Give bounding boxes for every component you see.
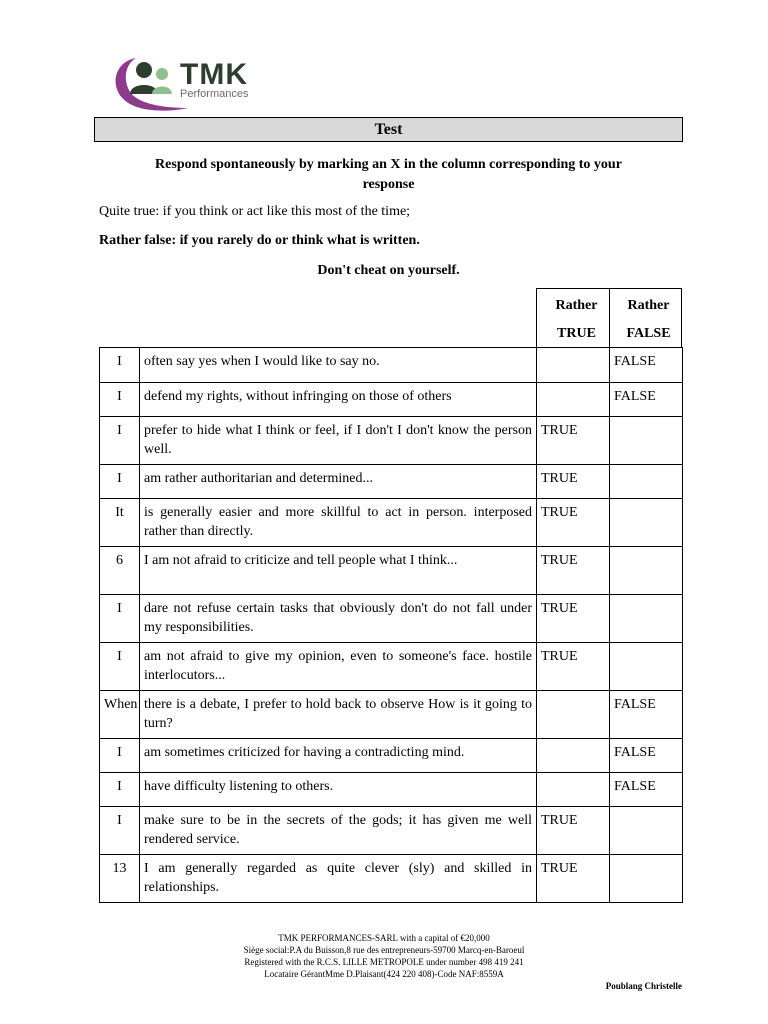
answer-true-cell[interactable]: TRUE xyxy=(537,643,610,691)
row-number: It xyxy=(100,499,140,547)
answer-false-cell[interactable]: FALSE xyxy=(610,348,683,383)
row-number: 13 xyxy=(100,855,140,903)
table-row xyxy=(100,595,683,643)
answer-false-cell[interactable] xyxy=(610,417,683,465)
statement-text: am sometimes criticized for having a contradicting mind. xyxy=(140,739,537,773)
answer-true-cell[interactable]: TRUE xyxy=(537,499,610,547)
answer-true-cell[interactable]: TRUE xyxy=(537,547,610,595)
statement-text: dare not refuse certain tasks that obviously don't do not fall under my responsibilities. xyxy=(140,595,537,643)
row-number: I xyxy=(100,465,140,499)
table-row xyxy=(100,739,683,773)
table-row xyxy=(100,855,683,903)
answer-false-cell[interactable] xyxy=(610,855,683,903)
table-row xyxy=(100,773,683,807)
answer-true-cell[interactable]: TRUE xyxy=(537,807,610,855)
footer-line-4: Locataire GérantMme D.Plaisant(424 220 408)-Code NAF:8559A xyxy=(264,969,504,979)
header-true-line2: TRUE xyxy=(557,326,596,341)
statement-text: I am generally regarded as quite clever (sly) and skilled in relationships. xyxy=(140,855,537,903)
footer-line-3: Registered with the R.C.S. LILLE METROPOLE under number 498 419 241 xyxy=(244,957,524,967)
row-number: I xyxy=(100,773,140,807)
row-number: I xyxy=(100,739,140,773)
answer-false-cell[interactable]: FALSE xyxy=(610,739,683,773)
row-number: I xyxy=(100,807,140,855)
table-row xyxy=(100,465,683,499)
answer-false-cell[interactable] xyxy=(610,547,683,595)
answer-true-cell[interactable]: TRUE xyxy=(537,595,610,643)
instruction-text: Respond spontaneously by marking an X in the column corresponding to your response xyxy=(155,157,622,192)
table-row xyxy=(100,499,683,547)
header-rather-true xyxy=(540,292,613,348)
answer-false-cell[interactable] xyxy=(610,643,683,691)
header-rather-false xyxy=(612,292,685,348)
answer-false-cell[interactable] xyxy=(610,499,683,547)
statement-text: have difficulty listening to others. xyxy=(140,773,537,807)
row-number: I xyxy=(100,417,140,465)
statement-text: prefer to hide what I think or feel, if I don't I don't know the person well. xyxy=(140,417,537,465)
answer-true-cell[interactable] xyxy=(537,383,610,417)
row-number: 6 xyxy=(100,547,140,595)
row-number: I xyxy=(100,348,140,383)
answer-true-cell[interactable]: TRUE xyxy=(537,465,610,499)
rather-false-line: Rather false: if you rarely do or think what is written. xyxy=(99,233,420,248)
header-true-line1: Rather xyxy=(555,298,598,313)
statement-text: often say yes when I would like to say no. xyxy=(140,348,537,383)
header-false-line1: Rather xyxy=(627,298,670,313)
statement-text: there is a debate, I prefer to hold back to observe How is it going to turn? xyxy=(140,691,537,739)
answer-true-cell[interactable] xyxy=(537,739,610,773)
row-number: When xyxy=(100,691,140,739)
logo-name: TMK xyxy=(180,58,248,91)
table-row xyxy=(100,691,683,739)
row-number: I xyxy=(100,595,140,643)
statement-text: is generally easier and more skillful to act in person. interposed rather than directly. xyxy=(140,499,537,547)
logo-subtitle: Performances xyxy=(180,88,249,100)
table-row xyxy=(100,807,683,855)
footer-line-2: Siège social:P.A du Buisson,8 rue des entrepreneurs-59700 Marcq-en-Baroeul xyxy=(243,945,525,955)
statement-text: make sure to be in the secrets of the gods; it has given me well rendered service. xyxy=(140,807,537,855)
table-row xyxy=(100,348,683,383)
table-row xyxy=(100,417,683,465)
answer-true-cell[interactable] xyxy=(537,773,610,807)
answer-false-cell[interactable]: FALSE xyxy=(610,383,683,417)
statement-text: am not afraid to give my opinion, even to someone's face. hostile interlocutors... xyxy=(140,643,537,691)
author-name: Poublang Christelle xyxy=(605,981,682,991)
row-number: I xyxy=(100,383,140,417)
answer-false-cell[interactable]: FALSE xyxy=(610,691,683,739)
quite-true-line: Quite true: if you think or act like this most of the time; xyxy=(99,204,411,219)
statement-text: I am not afraid to criticize and tell people what I think... xyxy=(140,547,537,595)
statement-text: defend my rights, without infringing on those of others xyxy=(140,383,537,417)
questionnaire-table xyxy=(99,347,683,903)
answer-true-cell[interactable] xyxy=(537,348,610,383)
header-false-line2: FALSE xyxy=(626,326,671,341)
answer-false-cell[interactable] xyxy=(610,465,683,499)
answer-false-cell[interactable] xyxy=(610,595,683,643)
answer-true-cell[interactable] xyxy=(537,691,610,739)
footer-line-1: TMK PERFORMANCES-SARL with a capital of €20,000 xyxy=(278,933,490,943)
answer-true-cell[interactable]: TRUE xyxy=(537,417,610,465)
page-title: Test xyxy=(94,117,683,142)
answer-true-cell[interactable]: TRUE xyxy=(537,855,610,903)
table-row xyxy=(100,547,683,595)
answer-false-cell[interactable]: FALSE xyxy=(610,773,683,807)
table-row xyxy=(100,383,683,417)
statement-text: am rather authoritarian and determined... xyxy=(140,465,537,499)
answer-false-cell[interactable] xyxy=(610,807,683,855)
table-row xyxy=(100,643,683,691)
row-number: I xyxy=(100,643,140,691)
dont-cheat-line: Don't cheat on yourself. xyxy=(317,263,460,278)
